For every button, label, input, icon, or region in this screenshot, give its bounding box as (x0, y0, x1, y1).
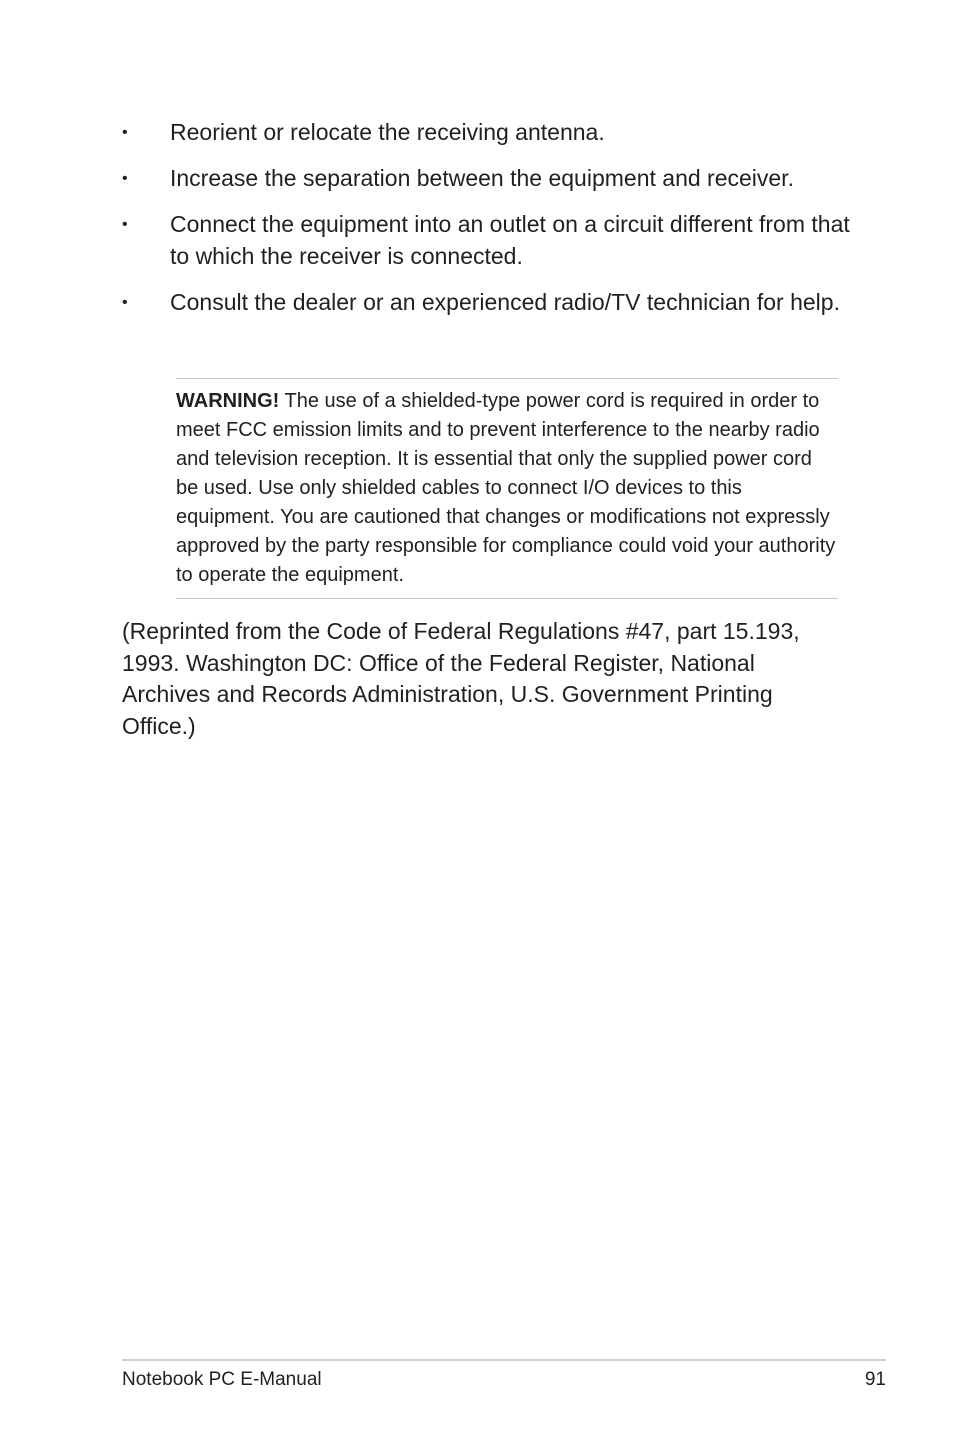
warning-label: WARNING! (176, 390, 280, 412)
bullet-text: Consult the dealer or an experienced radio/TV technician for help. (170, 289, 840, 315)
bullet-item (122, 208, 852, 272)
bullet-text: Connect the equipment into an outlet on a circuit different from that to which the receiver is connected. (170, 211, 850, 269)
warning-box (176, 378, 838, 599)
warning-paragraph (176, 387, 838, 590)
bullet-icon: • (122, 216, 128, 233)
bullet-item (122, 162, 852, 194)
warning-body: The use of a shielded-type power cord is required in order to meet FCC emission limits and to prevent interference to the nearby radio and television reception. It is essential that only the supplied power cord be used. Use only shielded cables to connect I/O devices to this equipment. You are cautioned that changes or modifications not expressly approved by the party responsible for compliance could void your authority to operate the equipment. (176, 390, 836, 586)
bullet-icon: • (122, 294, 128, 311)
footer-title: Notebook PC E-Manual (122, 1369, 322, 1390)
reprint-note: (Reprinted from the Code of Federal Regulations #47, part 15.193, 1993. Washington DC: Office of the Federal Register, National Archives and Records Administration, U.S. Government Printing Office.) (122, 618, 800, 739)
bullet-icon: • (122, 170, 128, 187)
footer-divider (122, 1359, 886, 1361)
bullet-item (122, 286, 852, 318)
bullet-icon: • (122, 124, 128, 141)
bullet-list (122, 116, 852, 332)
bullet-text: Reorient or relocate the receiving antenna. (170, 119, 605, 145)
bullet-text: Increase the separation between the equipment and receiver. (170, 165, 794, 191)
bullet-item (122, 116, 852, 148)
page-number: 91 (864, 1369, 886, 1390)
